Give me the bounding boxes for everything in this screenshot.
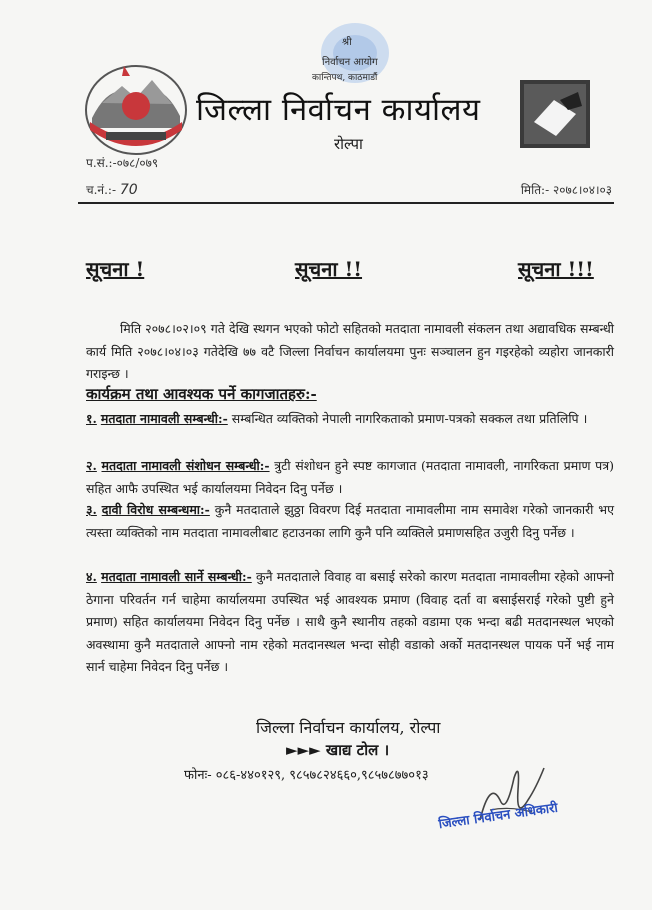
dispatch-label: च.नं.:- [86,183,117,197]
header-divider [78,202,614,204]
item-text: त्रुटी संशोधन हुने स्पष्ट कागजात (मतदाता नामावली, नागरिकता प्रमाण पत्र) सहित आफै उपस्थित भई कार्यालयमा निवेदन दिनु पर्नेछ । [86,458,614,496]
footer-phone: फोनः- ०८६-४४०१२९, ९८५७८२४६६०,९८५७८७७०१३ [184,768,429,783]
section-heading: कार्यक्रम तथा आवश्यक पर्ने कागजातहरु:- [86,385,317,403]
reference-number: प.सं.:-०७८/०७९ [86,156,159,170]
list-item [86,566,614,679]
date: मिति:- २०७८।०४।०३ [520,183,612,197]
item-text: कुनै मतदाताले विवाह वा बसाई सरेको कारण मतदाता नामावलीमा रहेको आफ्नो ठेगाना परिवर्तन गर्न चाहेमा कार्यालयमा उपस्थित भई आवश्यक प्रमाण (विवाह दर्ता वा बसाईसराई गरेको पुष्टी हुने प्रमाण) सहित कार्यालयमा निवेदन दिनु पर्नेछ । साथै कुनै स्थानीय तहको वडामा एक भन्दा बढी मतदानस्थल भएको अवस्थामा कुनै मतदाताले आफ्नो नाम रहेको मतदानस्थल भन्दा सोही वडाको अर्को मतदानस्थल पायक पर्ने भई नाम सार्न चाहेमा निवेदन दिनु पर्नेछ । [86,569,614,674]
watermark-place: कान्तिपथ, काठमाडौं [312,73,378,83]
list-item [86,408,614,431]
item-heading: मतदाता नामावली सम्बन्धी:- [100,411,228,426]
item-number: २. [86,458,97,473]
item-text: सम्बन्धित व्यक्तिको नेपाली नागरिकताको प्रमाण-पत्रको सक्कल तथा प्रतिलिपि । [231,411,588,426]
page-subtitle: रोल्पा [334,135,363,153]
intro-paragraph: मिति २०७८।०२।०९ गते देखि स्थगन भएको फोटो सहितको मतदाता नामावली संकलन तथा अद्यावधिक सम्बन्धी कार्य मिति २०७८।०४।०३ गतेदेखि ७७ वटै जिल्ला निर्वाचन कार्यालयमा पुनः सञ्चालन हुन गइरहेको व्यहोरा जानकारी गराइन्छ । [86,321,614,381]
item-number: ४. [86,569,97,584]
ballot-logo-icon [520,80,590,148]
officer-stamp: जिल्ला निर्वाचन अधिकारी [437,800,559,833]
dispatch-value: 70 [119,182,138,198]
watermark-commission: निर्वाचन आयोग [322,57,378,68]
list-item [86,455,614,500]
item-text: कुनै मतदाताले झुठ्ठा विवरण दिई मतदाता नामावलीमा नाम समावेश गरेको जानकारी भए त्यस्ता व्यक्तिको नाम मतदाता नामावलीबाट हटाउनका लागि कुनै पनि व्यक्तिले प्रमाणसहित उजुरी दिनु पर्नेछ । [86,502,614,540]
item-heading: मतदाता नामावली सार्ने सम्बन्धी:- [101,569,252,584]
nepal-emblem-icon [82,58,190,158]
page-title: जिल्ला निर्वाचन कार्यालय [196,92,481,128]
footer-office: जिल्ला निर्वाचन कार्यालय, रोल्पा [256,718,441,737]
watermark-shri: श्री [342,37,352,48]
notice-heading-3: सूचना !!! [518,257,594,281]
footer-address: ►►► खाद्य टोल । [286,741,390,759]
notice-heading-2: सूचना !! [295,257,363,281]
item-heading: मतदाता नामावली संशोधन सम्बन्धी:- [101,458,270,473]
item-number: ३. [86,502,97,517]
item-heading: दावी विरोध सम्बन्धमा:- [101,502,210,517]
list-item [86,499,614,544]
item-number: १. [86,411,97,426]
dispatch-number [86,181,138,198]
notice-heading-1: सूचना ! [86,257,145,281]
